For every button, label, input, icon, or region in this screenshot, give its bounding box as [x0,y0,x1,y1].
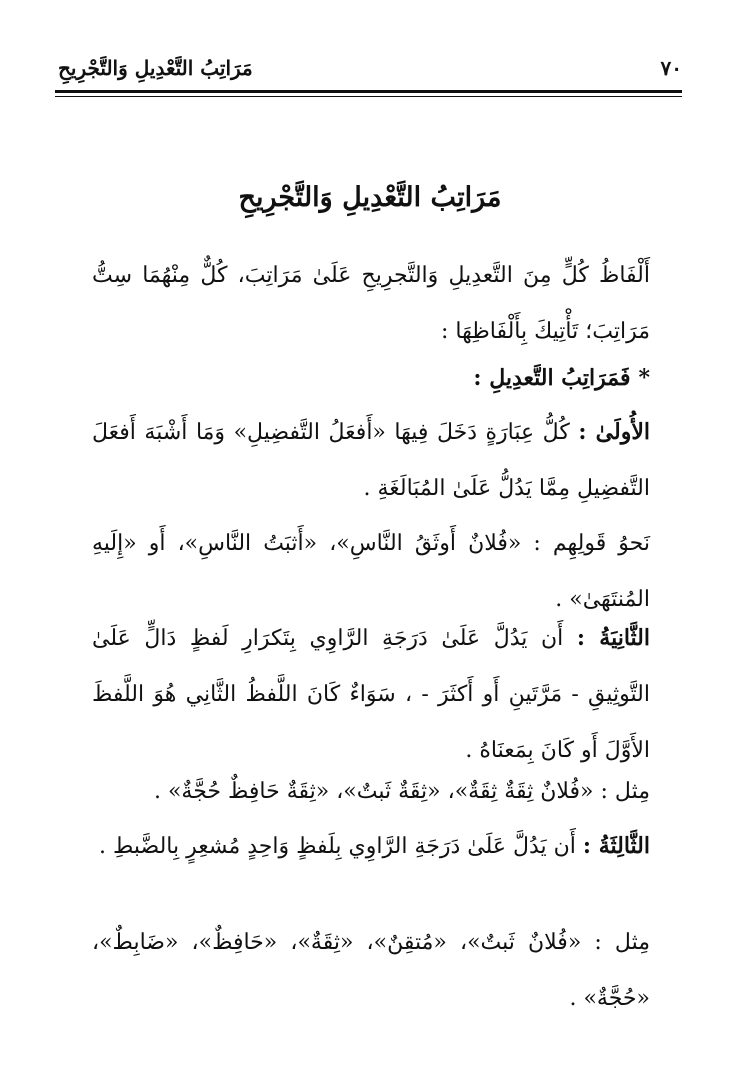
level-2-example: مِثل : «فُلانٌ ثِقَةٌ ثِقَةٌ»، «ثِقَةٌ ثَبتٌ»، «ثِقَةٌ حَافِظٌ حُجَّةٌ» . [153,779,650,804]
page-header [58,50,682,86]
intro-paragraph: أَلْفَاظُ كُلٍّ مِنَ التَّعدِيلِ وَالتَّجرِيحِ عَلَىٰ مَرَاتِبَ، كُلٌّ مِنْهُمَا سِتُّ مَرَاتِبَ؛ تَأْتِيكَ بِأَلْفَاظِهَا : [92,263,650,344]
level-2-label: الثَّانِيَةُ : [576,625,651,651]
level-2-text: أَن يَدُلَّ عَلَىٰ دَرَجَةِ الرَّاوِي بِتَكرَارِ لَفظٍ دَالٍّ عَلَىٰ التَّوثِيقِ - مَرَّتَينِ أَو أَكثَرَ - ، سَوَاءٌ كَانَ اللَّفظُ الثَّانِي هُوَ اللَّفظَ الأَوَّلَ أَو كَانَ بِمَعنَاهُ . [92,626,650,763]
level-3-example: مِثل : «فُلانٌ ثَبتٌ»، «مُتقِنٌ»، «ثِقَةٌ»، «حَافِظٌ»، «ضَابِطٌ»، «حُجَّةٌ» . [92,930,650,1011]
level-1-text: كُلُّ عِبَارَةٍ دَخَلَ فِيهَا «أَفعَلُ التَّفضِيلِ» وَمَا أَشْبَهَ أَفعَلَ التَّفضِيلِ مِمَّا يَدُلُّ عَلَىٰ المُبَالَغَةِ . [92,420,650,501]
page-number: ٧٠ [660,56,682,80]
header-rule-thick [55,90,682,93]
chapter-title: مَرَاتِبُ التَّعْدِيلِ وَالتَّجْرِيحِ [238,182,502,213]
header-rule-thin [55,96,682,97]
section-heading-text: فَمَرَاتِبُ التَّعدِيلِ : [473,365,631,391]
level-3-label: الثَّالِثَةُ : [582,833,650,859]
level-2-paragraph [92,610,650,779]
section-heading [92,350,650,407]
level-3-paragraph [92,818,650,875]
level-1-label: الأُولَىٰ : [578,419,650,445]
level-1-paragraph [92,404,650,517]
star-bullet: * [638,365,650,391]
running-title: مَرَاتِبُ التَّعْدِيلِ وَالتَّجْرِيحِ [58,56,253,80]
level-3-text: أَن يَدُلَّ عَلَىٰ دَرَجَةِ الرَّاوِي بِلَفظٍ وَاحِدٍ مُشعِرٍ بِالضَّبطِ . [99,834,576,859]
level-1-example: نَحوُ قَولِهِم : «فُلانٌ أَوثَقُ النَّاسِ»، «أَثبَتُ النَّاسِ»، أَو «إِلَيهِ المُنتَهَىٰ» . [92,531,650,612]
